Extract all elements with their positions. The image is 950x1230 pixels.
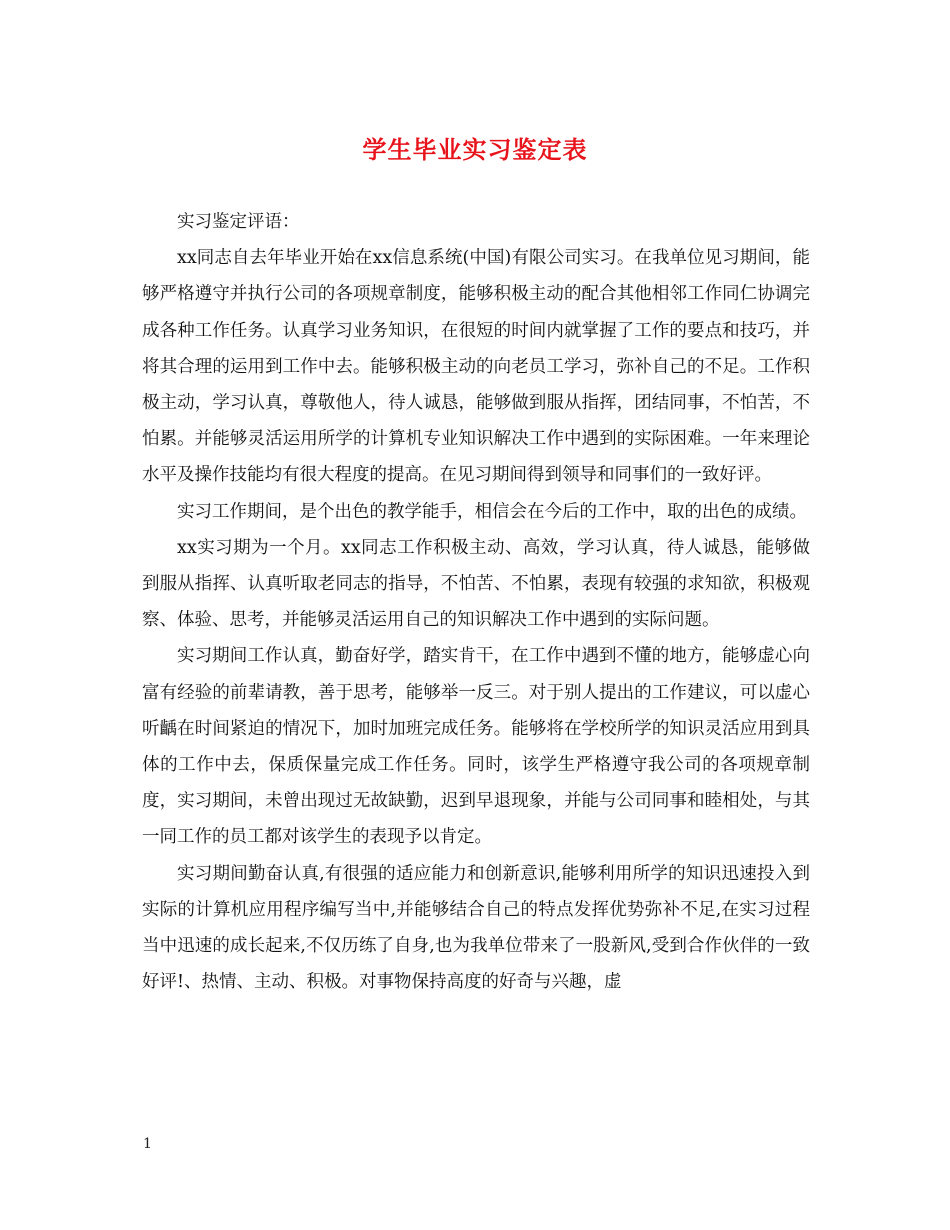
paragraph-5: 实习期间勤奋认真,有很强的适应能力和创新意识,能够利用所学的知识迅速投入到实际的计算机应用程序编写当中,并能够结合自己的特点发挥优势弥补不足,在实习过程当中迅速的成长起来,不仅历练了自身,也为我单位带来了一股新风,受到合作伙伴的一致好评!、热情、主动、积极。对事物保持高度的好奇与兴趣，虚 [142, 863, 810, 993]
document-title: 学生毕业实习鉴定表 [362, 135, 588, 164]
document-body [142, 204, 810, 1000]
paragraph-3: xx实习期为一个月。xx同志工作积极主动、高效，学习认真，待人诚恳，能够做到服从指挥、认真听取老同志的指导，不怕苦、不怕累，表现有较强的求知欲，积极观察、体验、思考，并能够灵活运用自己的知识解决工作中遇到的实际问题。 [142, 537, 810, 631]
paragraph-4: 实习期间工作认真，勤奋好学，踏实肯干，在工作中遇到不懂的地方，能够虚心向富有经验的前辈请教，善于思考，能够举一反三。对于别人提出的工作建议，可以虚心听齲在时间紧迫的情况下，加时加班完成任务。能够将在学校所学的知识灵活应用到具体的工作中去，保质保量完成工作任务。同时，该学生严格遵守我公司的各项规章制度，实习期间，未曾出现过无故缺勤，迟到早退现象，并能与公司同事和睦相处，与其一同工作的员工都对该学生的表现予以肯定。 [142, 646, 810, 848]
section-label: 实习鉴定评语： [177, 212, 300, 232]
paragraph-2: 实习工作期间，是个出色的教学能手，相信会在今后的工作中，取的出色的成绩。 [177, 501, 807, 522]
paragraph-1: xx同志自去年毕业开始在xx信息系统(中国)有限公司实习。在我单位见习期间，能够严格遵守并执行公司的各项规章制度，能够积极主动的配合其他相邻工作同仁协调完成各种工作任务。认真学习业务知识，在很短的时间内就掌握了工作的要点和技巧，并将其合理的运用到工作中去。能够积极主动的向老员工学习，弥补自己的不足。工作积极主动，学习认真，尊敬他人，待人诚恳，能够做到服从指挥，团结同事，不怕苦，不怕累。并能够灵活运用所学的计算机专业知识解决工作中遇到的实际困难。一年来理论水平及操作技能均有很大程度的提高。在见习期间得到领导和同事们的一致好评。 [142, 248, 810, 486]
page-number: 1 [143, 1136, 152, 1152]
